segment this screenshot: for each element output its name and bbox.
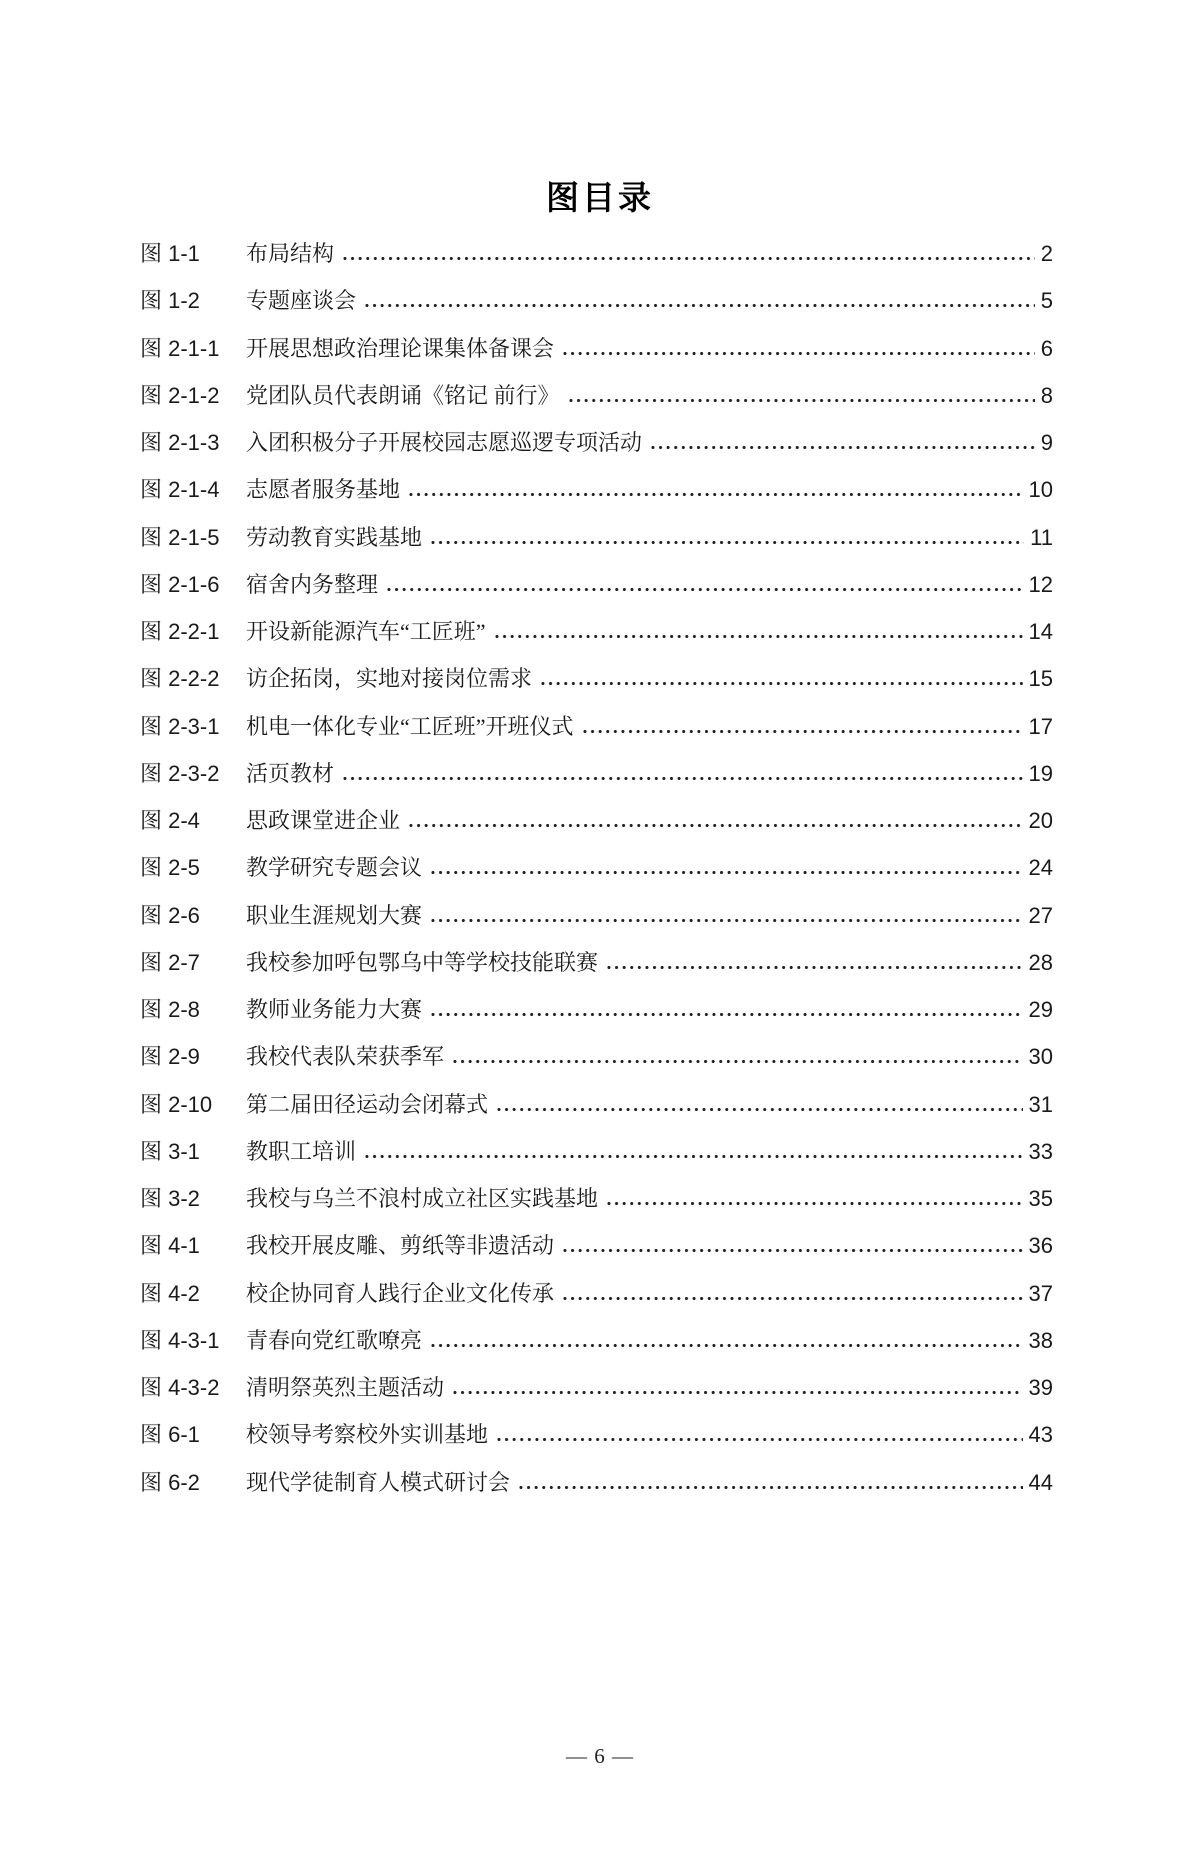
figure-label: 图 2-10 bbox=[140, 1091, 213, 1117]
dot-leader bbox=[563, 351, 1035, 356]
figure-label: 图 2-1-4 bbox=[140, 477, 220, 503]
figure-caption: 开展思想政治理论课集体备课会 bbox=[246, 335, 555, 361]
toc-entry[interactable] bbox=[140, 1175, 1053, 1222]
figure-caption: 我校代表队荣获季军 bbox=[246, 1044, 445, 1070]
page-number: 35 bbox=[1028, 1186, 1053, 1211]
figure-caption: 清明祭英烈主题活动 bbox=[246, 1375, 445, 1400]
toc-entry[interactable] bbox=[140, 1411, 1053, 1458]
page-number: 19 bbox=[1028, 760, 1053, 786]
figure-label: 图 2-8 bbox=[140, 997, 200, 1022]
dot-leader bbox=[495, 634, 1023, 639]
figure-label: 图 4-3-2 bbox=[140, 1375, 220, 1400]
figure-caption: 访企拓岗，实地对接岗位需求 bbox=[246, 666, 533, 692]
figure-label: 图 2-1-2 bbox=[140, 382, 220, 408]
page-number: 10 bbox=[1028, 477, 1053, 503]
figure-caption: 职业生涯规划大赛 bbox=[246, 902, 423, 928]
figure-caption: 我校参加呼包鄂乌中等学校技能联赛 bbox=[246, 949, 599, 975]
dot-leader bbox=[519, 1485, 1023, 1490]
page-number: 44 bbox=[1028, 1469, 1053, 1495]
figure-caption: 入团积极分子开展校园志愿巡逻专项活动 bbox=[246, 430, 643, 455]
toc-entry[interactable] bbox=[140, 277, 1053, 324]
toc-entry[interactable] bbox=[140, 561, 1053, 608]
figure-label: 图 2-6 bbox=[140, 902, 200, 928]
toc-entry[interactable] bbox=[140, 655, 1053, 702]
toc-entry[interactable] bbox=[140, 1317, 1053, 1364]
figure-label: 图 2-1-1 bbox=[140, 335, 220, 361]
toc-entry[interactable] bbox=[140, 939, 1053, 986]
dot-leader bbox=[583, 729, 1023, 734]
toc-entry[interactable] bbox=[140, 703, 1053, 750]
figure-label: 图 2-1-5 bbox=[140, 524, 220, 550]
figure-caption: 党团队员代表朗诵《铭记 前行》 bbox=[246, 382, 560, 408]
dot-leader bbox=[497, 1437, 1023, 1442]
figure-caption: 教职工培训 bbox=[246, 1138, 357, 1164]
toc-entry[interactable] bbox=[140, 230, 1053, 277]
toc-entry[interactable] bbox=[140, 419, 1053, 466]
page-number: 38 bbox=[1028, 1327, 1053, 1353]
figure-label: 图 2-2-2 bbox=[140, 666, 220, 692]
toc-entry[interactable] bbox=[140, 1128, 1053, 1175]
figure-label: 图 6-1 bbox=[140, 1422, 200, 1448]
figure-label: 图 3-2 bbox=[140, 1186, 200, 1211]
figure-label: 图 2-7 bbox=[140, 949, 200, 975]
figure-caption: 青春向党红歌嘹亮 bbox=[246, 1327, 423, 1353]
dot-leader bbox=[563, 1248, 1023, 1253]
figure-label: 图 4-3-1 bbox=[140, 1327, 220, 1353]
figure-caption: 校领导考察校外实训基地 bbox=[246, 1422, 489, 1448]
dot-leader bbox=[563, 1296, 1023, 1301]
dot-leader bbox=[431, 870, 1023, 875]
figure-caption: 开设新能源汽车“工匠班” bbox=[246, 619, 486, 644]
toc-entry[interactable] bbox=[140, 1081, 1053, 1128]
page-number: 24 bbox=[1028, 855, 1053, 881]
page-number: 28 bbox=[1028, 949, 1053, 975]
figure-caption: 专题座谈会 bbox=[246, 288, 357, 314]
figure-caption: 教师业务能力大赛 bbox=[246, 997, 423, 1022]
toc-entry[interactable] bbox=[140, 514, 1053, 561]
figure-label: 图 2-3-2 bbox=[140, 760, 220, 786]
page-number: 20 bbox=[1028, 808, 1053, 833]
figure-label: 图 2-4 bbox=[140, 808, 200, 833]
page-number: 33 bbox=[1028, 1138, 1053, 1164]
dot-leader bbox=[497, 1107, 1023, 1112]
figure-label: 图 1-2 bbox=[140, 288, 200, 314]
dot-leader bbox=[431, 1343, 1023, 1348]
figure-caption: 活页教材 bbox=[246, 760, 335, 786]
page-number: 8 bbox=[1040, 382, 1053, 408]
toc-entry[interactable] bbox=[140, 1459, 1053, 1506]
dot-leader bbox=[431, 1012, 1023, 1017]
dot-leader bbox=[453, 1390, 1023, 1395]
figure-caption: 宿舍内务整理 bbox=[246, 571, 379, 597]
figure-label: 图 2-1-6 bbox=[140, 571, 220, 597]
figure-list bbox=[140, 230, 1053, 1506]
toc-entry[interactable] bbox=[140, 372, 1053, 419]
figure-caption: 教学研究专题会议 bbox=[246, 855, 423, 881]
dot-leader bbox=[387, 587, 1023, 592]
page-number: 36 bbox=[1028, 1233, 1053, 1259]
dot-leader bbox=[453, 1059, 1023, 1064]
toc-entry[interactable] bbox=[140, 1270, 1053, 1317]
figure-label: 图 2-3-1 bbox=[140, 713, 220, 739]
dot-leader bbox=[409, 492, 1023, 497]
toc-entry[interactable] bbox=[140, 1222, 1053, 1269]
dot-leader bbox=[431, 540, 1024, 545]
page-number: 29 bbox=[1028, 997, 1053, 1022]
figure-caption: 现代学徒制育人模式研讨会 bbox=[246, 1469, 511, 1495]
page-number: 2 bbox=[1040, 241, 1053, 266]
page-title: 图目录 bbox=[546, 179, 654, 216]
dot-leader bbox=[409, 823, 1023, 828]
page-number: 5 bbox=[1040, 288, 1053, 314]
page-footer-number: — 6 — bbox=[566, 1744, 634, 1768]
toc-entry[interactable] bbox=[140, 986, 1053, 1033]
figure-caption: 思政课堂进企业 bbox=[246, 808, 401, 833]
dot-leader bbox=[365, 303, 1035, 308]
toc-entry[interactable] bbox=[140, 1364, 1053, 1411]
figure-caption: 劳动教育实践基地 bbox=[246, 524, 423, 550]
page-number: 39 bbox=[1028, 1375, 1053, 1400]
figure-caption: 校企协同育人践行企业文化传承 bbox=[246, 1280, 555, 1306]
figure-label: 图 2-1-3 bbox=[140, 430, 220, 455]
figure-label: 图 4-1 bbox=[140, 1233, 200, 1259]
dot-leader bbox=[365, 1154, 1023, 1159]
page-number: 6 bbox=[1040, 335, 1053, 361]
page-number: 15 bbox=[1028, 666, 1053, 692]
dot-leader bbox=[431, 918, 1023, 923]
toc-entry[interactable] bbox=[140, 892, 1053, 939]
page-number: 17 bbox=[1028, 713, 1053, 739]
page-number: 9 bbox=[1040, 430, 1053, 455]
dot-leader bbox=[651, 445, 1035, 450]
page-number: 31 bbox=[1028, 1091, 1053, 1117]
figure-caption: 我校与乌兰不浪村成立社区实践基地 bbox=[246, 1186, 599, 1211]
dot-leader bbox=[607, 965, 1023, 970]
page-number: 37 bbox=[1028, 1280, 1053, 1306]
page-number: 12 bbox=[1028, 571, 1053, 597]
page-number: 11 bbox=[1030, 524, 1053, 550]
figure-label: 图 6-2 bbox=[140, 1469, 200, 1495]
toc-entry[interactable] bbox=[140, 325, 1053, 372]
figure-label: 图 4-2 bbox=[140, 1280, 200, 1306]
page-number: 43 bbox=[1028, 1422, 1053, 1448]
dot-leader bbox=[343, 256, 1035, 261]
page-number: 27 bbox=[1028, 902, 1053, 928]
toc-entry[interactable] bbox=[140, 466, 1053, 513]
toc-entry[interactable] bbox=[140, 750, 1053, 797]
toc-entry[interactable] bbox=[140, 608, 1053, 655]
figure-caption: 布局结构 bbox=[246, 241, 335, 266]
dot-leader bbox=[343, 776, 1023, 781]
dot-leader bbox=[541, 681, 1023, 686]
figure-caption: 我校开展皮雕、剪纸等非遗活动 bbox=[246, 1233, 555, 1259]
toc-entry[interactable] bbox=[140, 797, 1053, 844]
figure-label: 图 1-1 bbox=[140, 241, 200, 266]
figure-caption: 机电一体化专业“工匠班”开班仪式 bbox=[246, 713, 574, 739]
toc-entry[interactable] bbox=[140, 844, 1053, 891]
figure-label: 图 2-5 bbox=[140, 855, 200, 881]
figure-caption: 第二届田径运动会闭幕式 bbox=[246, 1091, 489, 1117]
figure-label: 图 2-9 bbox=[140, 1044, 200, 1070]
page-number: 14 bbox=[1028, 619, 1053, 644]
figure-caption: 志愿者服务基地 bbox=[246, 477, 401, 503]
toc-entry[interactable] bbox=[140, 1033, 1053, 1080]
page-number: 30 bbox=[1028, 1044, 1053, 1070]
figure-label: 图 2-2-1 bbox=[140, 619, 220, 644]
dot-leader bbox=[569, 398, 1035, 403]
dot-leader bbox=[607, 1201, 1023, 1206]
figure-label: 图 3-1 bbox=[140, 1138, 200, 1164]
